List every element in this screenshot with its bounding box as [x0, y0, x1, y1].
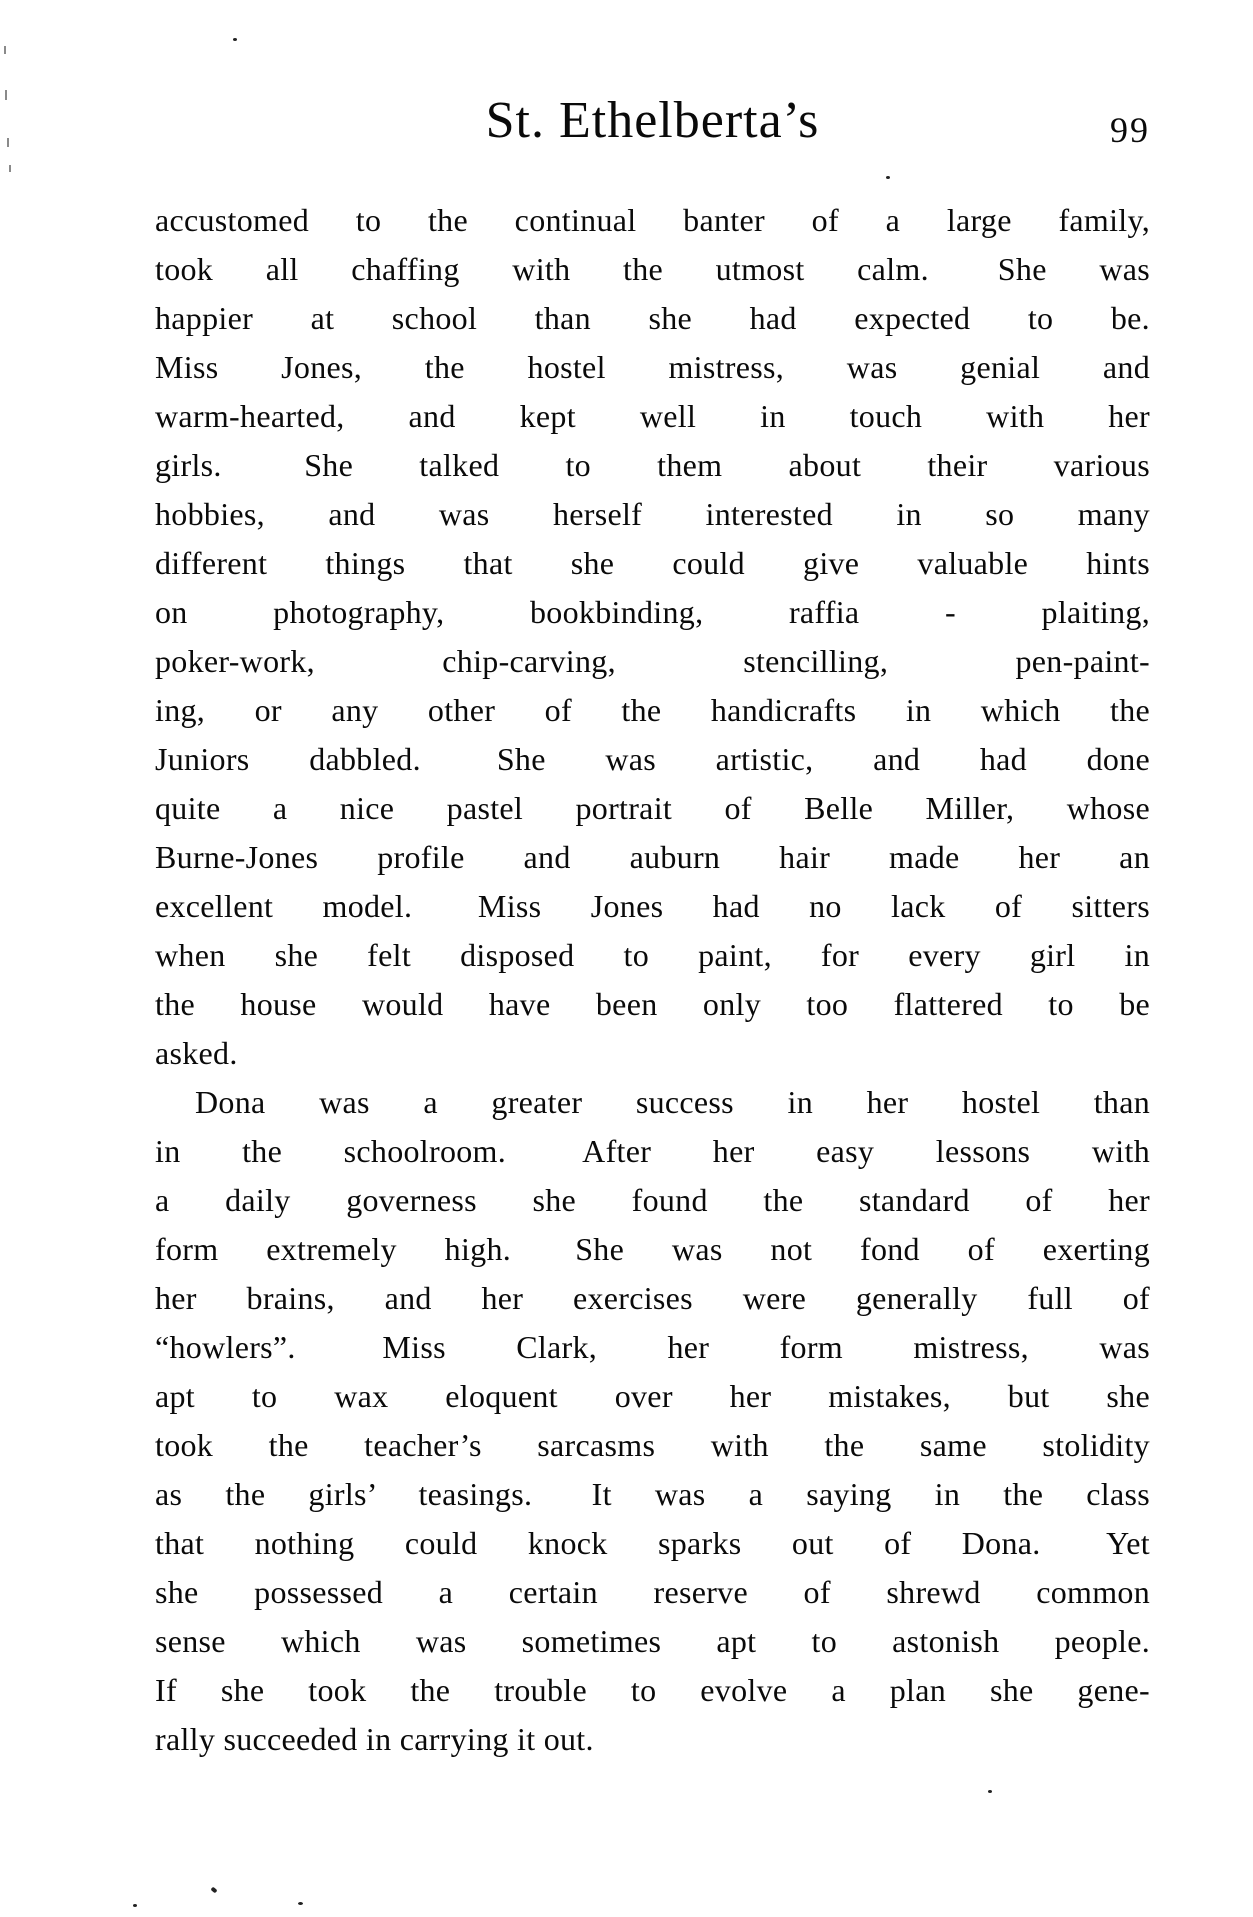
- text-line: took the teacher’s sarcasms with the same stolidity: [155, 1427, 1150, 1463]
- text-line: ing, or any other of the handicrafts in which the: [155, 692, 1150, 728]
- text-line: when she felt disposed to paint, for every girl in: [155, 937, 1150, 973]
- scan-artifact: [886, 176, 890, 179]
- scan-artifact: [7, 138, 9, 147]
- text-line: Dona was a greater success in her hostel than: [195, 1084, 1150, 1120]
- text-line: apt to wax eloquent over her mistakes, but she: [155, 1378, 1150, 1414]
- page-number: 99: [1110, 110, 1150, 150]
- text-line: different things that she could give valuable hints: [155, 545, 1150, 581]
- text-line: excellent model. Miss Jones had no lack of sitters: [155, 888, 1150, 924]
- scan-artifact: [298, 1902, 303, 1905]
- text-line: happier at school than she had expected to be.: [155, 300, 1150, 336]
- text-line: Burne-Jones profile and auburn hair made her an: [155, 839, 1150, 875]
- scan-artifact: [9, 165, 11, 172]
- text-line: sense which was sometimes apt to astonish people.: [155, 1623, 1150, 1659]
- text-line: that nothing could knock sparks out of Dona. Yet: [155, 1525, 1150, 1561]
- text-line: Juniors dabbled. She was artistic, and had done: [155, 741, 1150, 777]
- scan-artifact: [233, 38, 237, 41]
- text-line: the house would have been only too flattered to be: [155, 986, 1150, 1022]
- text-line: warm-hearted, and kept well in touch with her: [155, 398, 1150, 434]
- text-line: as the girls’ teasings. It was a saying in the class: [155, 1476, 1150, 1512]
- text-column: [155, 0, 1150, 1917]
- scan-artifact: [988, 1790, 992, 1793]
- text-line: took all chaffing with the utmost calm. She was: [155, 251, 1150, 287]
- text-line: her brains, and her exercises were generally full of: [155, 1280, 1150, 1316]
- text-line: hobbies, and was herself interested in so many: [155, 496, 1150, 532]
- text-line: Miss Jones, the hostel mistress, was genial and: [155, 349, 1150, 385]
- text-line: poker-work, chip-carving, stencilling, pen-paint-: [155, 643, 1150, 679]
- text-line: rally succeeded in carrying it out.: [155, 1721, 594, 1757]
- text-line: a daily governess she found the standard of her: [155, 1182, 1150, 1218]
- page-header: [155, 92, 1150, 156]
- text-line: “howlers”. Miss Clark, her form mistress, was: [155, 1329, 1150, 1365]
- text-line: asked.: [155, 1035, 238, 1071]
- text-line: she possessed a certain reserve of shrewd common: [155, 1574, 1150, 1610]
- text-line: in the schoolroom. After her easy lessons with: [155, 1133, 1150, 1169]
- running-title: St. Ethelberta’s: [485, 92, 820, 149]
- paragraph: [155, 196, 1150, 1078]
- paragraph: [155, 1078, 1150, 1764]
- text-line: accustomed to the continual banter of a large family,: [155, 202, 1150, 238]
- text-line: form extremely high. She was not fond of exerting: [155, 1231, 1150, 1267]
- scan-artifact: [5, 90, 7, 100]
- text-line: girls. She talked to them about their various: [155, 447, 1150, 483]
- text-line: quite a nice pastel portrait of Belle Miller, whose: [155, 790, 1150, 826]
- scan-artifact: [133, 1904, 137, 1907]
- scan-artifact: [4, 46, 6, 54]
- text-line: If she took the trouble to evolve a plan she gene-: [155, 1672, 1150, 1708]
- page-text: [155, 196, 1150, 1764]
- text-line: on photography, bookbinding, raffia - plaiting,: [155, 594, 1150, 630]
